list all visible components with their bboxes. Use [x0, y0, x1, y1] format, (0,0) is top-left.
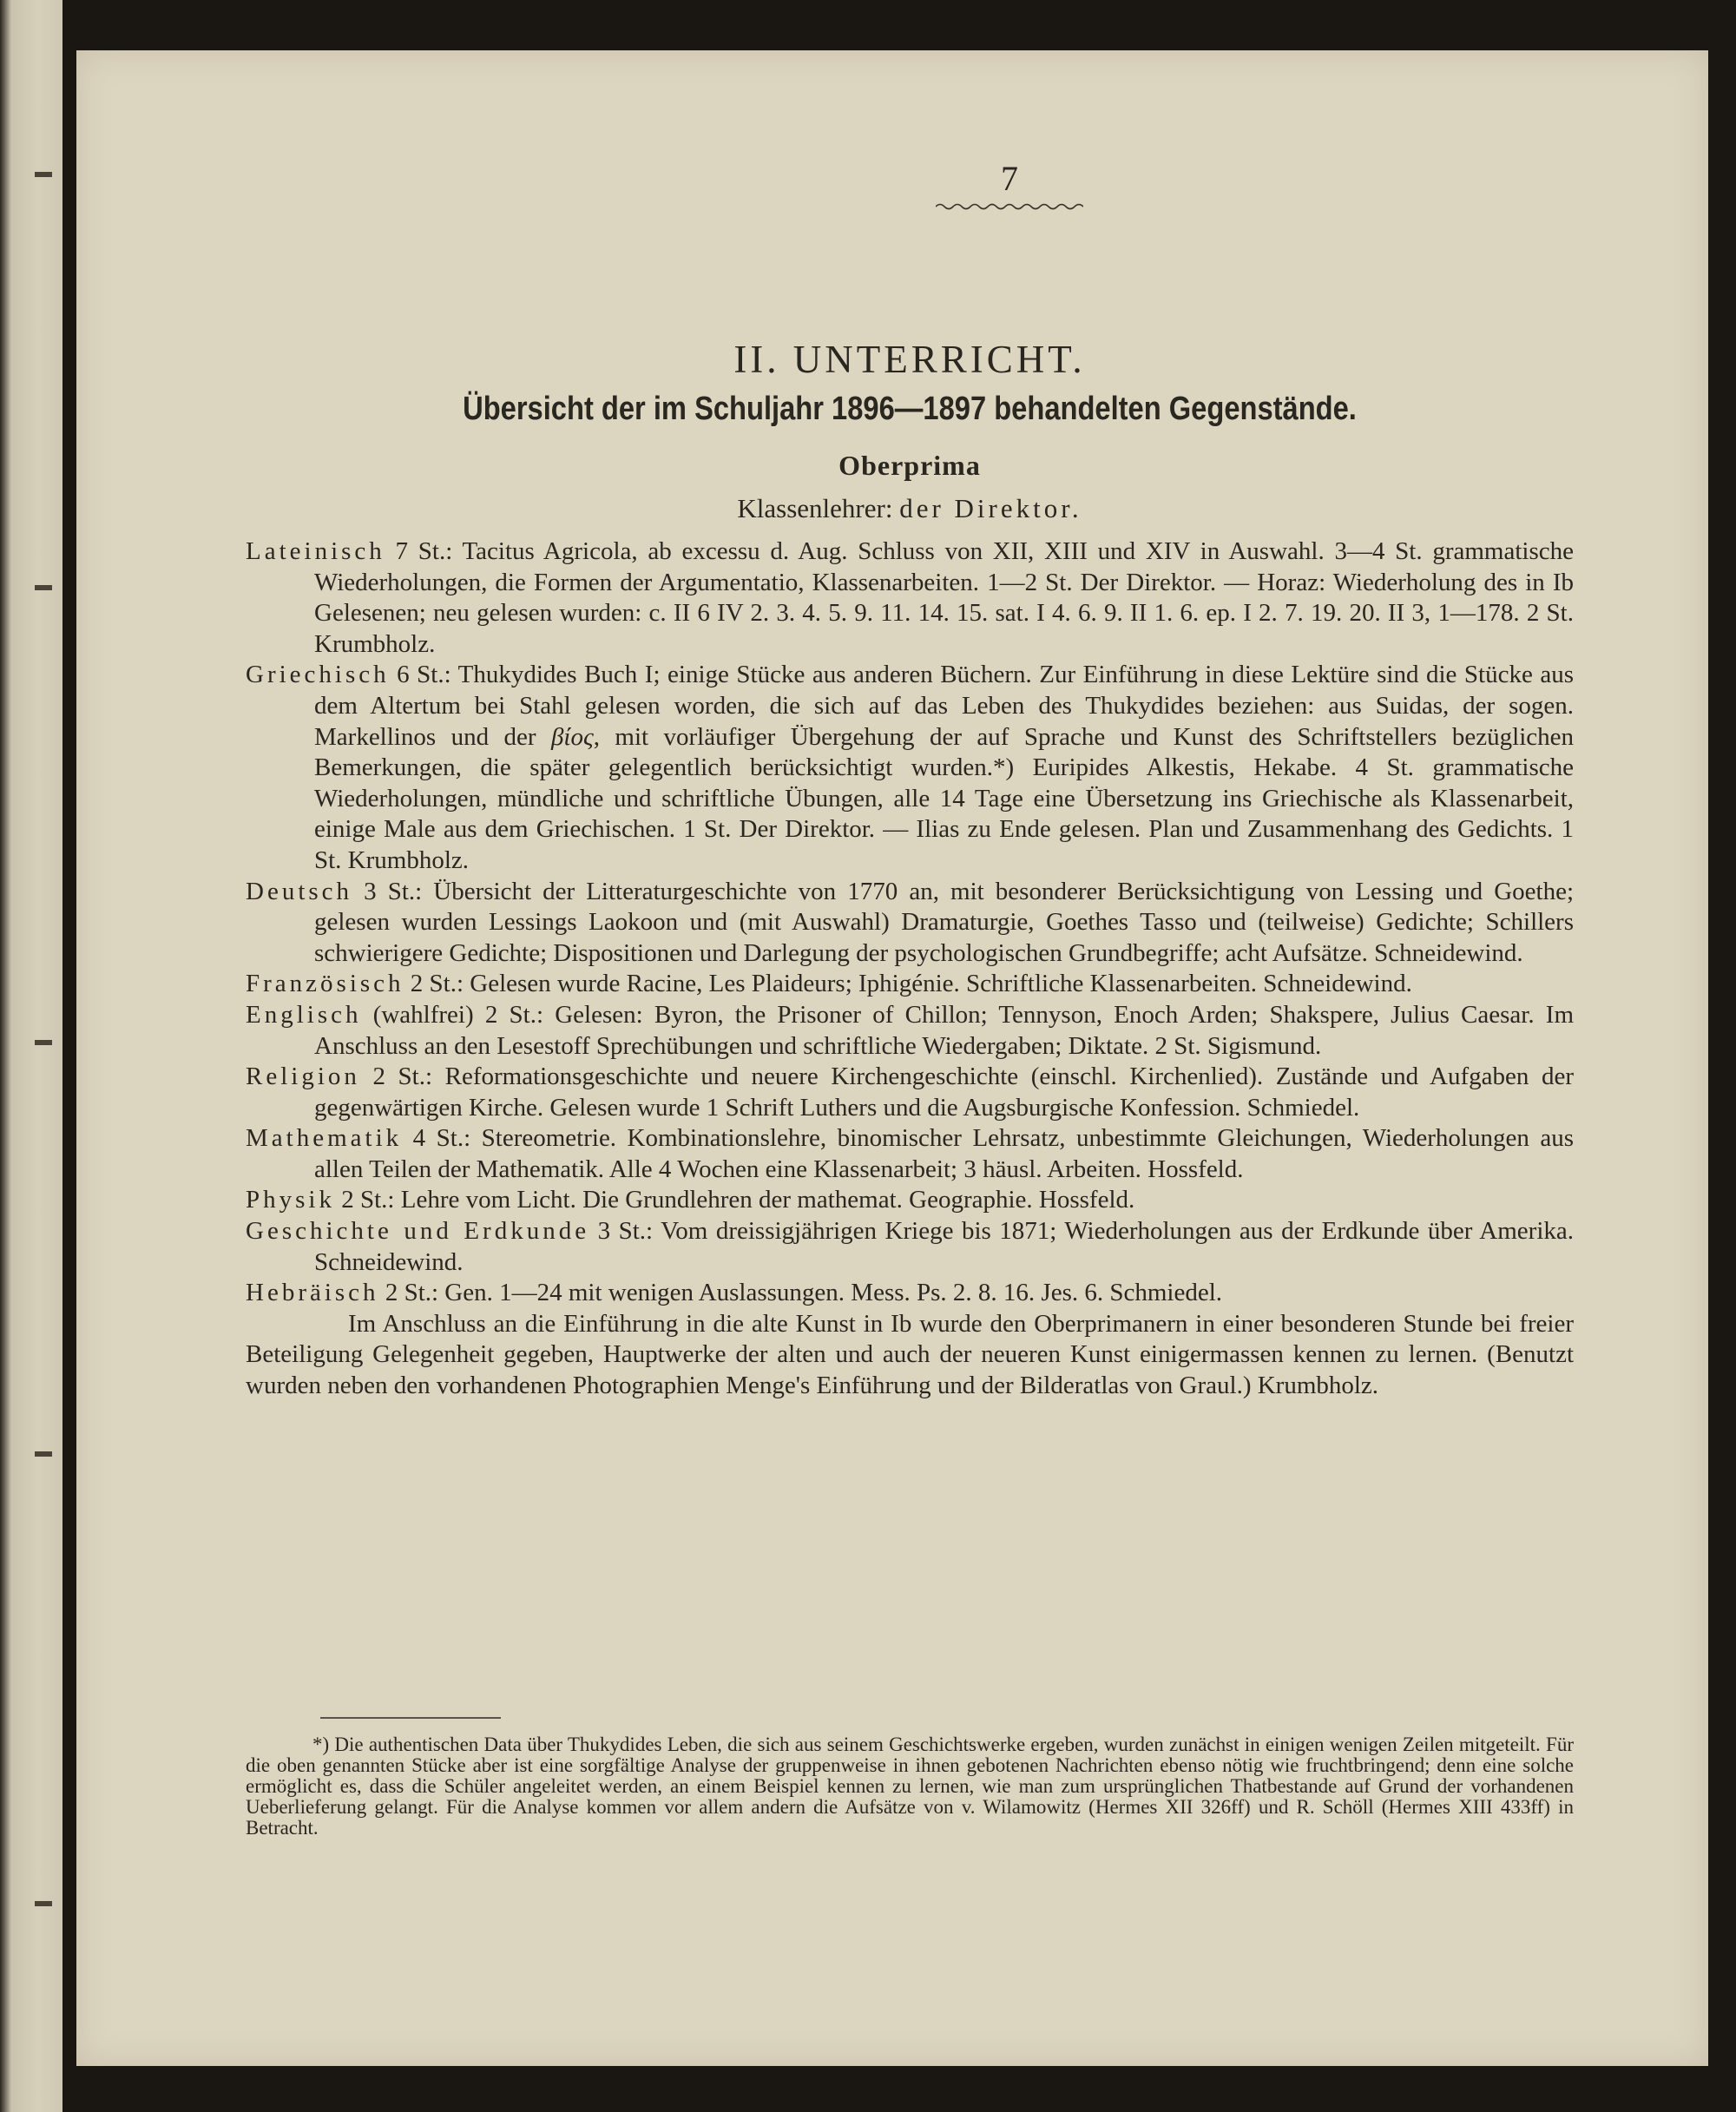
adjacent-page-edge: [0, 0, 62, 2112]
subject-name: Geschichte und Erdkunde: [246, 1217, 590, 1246]
subject-name: Deutsch: [246, 877, 353, 905]
footnote-rule: [320, 1717, 501, 1719]
subject-text-continued: , mit vorläufiger Übergehung der auf Sprache und Kunst des Schriftstellers bezüglichen Bemerkungen, die später gelegentlich berücksichtigt wurden.*) Euripides Alkestis, Hekabe. 4 St. grammatische Wiederholungen, mündliche und schriftliche Übungen, alle 14 Tage eine Übersetzung ins Griechische als Klassenarbeit, einige Male aus dem Griechischen. 1 St. Der Direktor. — Ilias zu Ende gelesen. Plan und Zusammenhang des Gedichts. 1 St. Krumbholz.: [314, 722, 1574, 874]
class-name: Oberprima: [838, 450, 981, 481]
binding-mark: [35, 1040, 52, 1045]
subject-entry: [246, 969, 1574, 1000]
subject-text: 2 St.: Gen. 1—24 mit wenigen Auslassungen. Mess. Ps. 2. 8. 16. Jes. 6. Schmiedel.: [385, 1279, 1223, 1307]
subject-text: (wahlfrei) 2 St.: Gelesen: Byron, the Prisoner of Chillon; Tennyson, Enoch Arden; Shakspere, Julius Caesar. Im Anschluss an den Lesestoff Sprechübungen und schriftliche Wiedergaben; Diktate. 2 St. Sigismund.: [314, 1000, 1575, 1060]
ornament-squiggle: [936, 201, 1083, 212]
subject-name: Griechisch: [246, 661, 390, 689]
subject-text: 6 St.: Thukydides Buch I; einige Stücke aus anderen Büchern. Zur Einführung in diese Lektüre sind die Stücke aus dem Altertum bei Stahl gelesen worden, die sich auf das Leben des Thukydides beziehen: aus Suidas, der sogen. Markellinos und der: [314, 661, 1574, 751]
subject-entry: [246, 536, 1574, 660]
class-teacher-line: [246, 493, 1574, 524]
subject-name: Hebräisch: [246, 1279, 379, 1307]
subject-entry: [246, 1000, 1574, 1062]
subject-name: Physik: [246, 1186, 335, 1214]
class-teacher-name: der Direktor.: [899, 493, 1082, 523]
subject-text: 2 St.: Gelesen wurde Racine, Les Plaideurs; Iphigénie. Schriftliche Klassenarbeiten. Schneidewind.: [410, 970, 1412, 998]
subject-text: 3 St.: Übersicht der Litteraturgeschichte von 1770 an, mit besonderer Berücksichtigung von Lessing und Goethe; gelesen wurden Lessings Laokoon und (mit Auswahl) Dramaturgie, Goethes Tasso und (teilweise) Gedichte; Schillers schwierigere Gedichte; Dispositionen und Darlegung der psychologischen Grundbegriffe; acht Aufsätze. Schneidewind.: [314, 877, 1574, 967]
art-paragraph: Im Anschluss an die Einführung in die alte Kunst in Ib wurde den Oberprimanern in einer besonderen Stunde bei freier Beteiligung Gelegenheit gegeben, Hauptwerke der alten und auch der neueren Kunst einigermassen kennen zu lernen. (Benutzt wurden neben den vorhandenen Photographien Menge's Einführung und der Bilderatlas von Graul.) Krumbholz.: [246, 1309, 1574, 1400]
subject-entry: [246, 877, 1574, 970]
greek-word: βίος: [550, 722, 594, 751]
subject-name: Mathematik: [246, 1124, 403, 1153]
subject-name: Lateinisch: [246, 537, 385, 565]
page-number: [957, 161, 1062, 212]
footnote: [246, 1734, 1574, 1839]
overview-title: Übersicht der im Schuljahr 1896—1897 behandelten Gegenstände.: [463, 391, 1357, 427]
section-title: II. UNTERRICHT.: [733, 338, 1086, 381]
subject-name: Französisch: [246, 970, 404, 998]
document-page: [76, 50, 1708, 2066]
subject-entry: [246, 660, 1574, 876]
subject-entry: [246, 1062, 1574, 1123]
subject-text: 3 St.: Vom dreissigjährigen Kriege bis 1871; Wiederholungen aus der Erdkunde über Amerika. Schneidewind.: [314, 1217, 1575, 1276]
binding-mark: [35, 1451, 52, 1457]
subject-text: 2 St.: Lehre vom Licht. Die Grundlehren der mathemat. Geographie. Hossfeld.: [341, 1186, 1135, 1214]
subject-entry: [246, 1216, 1574, 1278]
subject-entry: [246, 1185, 1574, 1216]
subject-list: [246, 536, 1574, 1402]
binding-mark: [35, 585, 52, 590]
subject-text: 4 St.: Stereometrie. Kombinationslehre, binomischer Lehrsatz, unbestimmte Gleichungen, Wiederholungen aus allen Teilen der Mathematik. Alle 4 Wochen eine Klassenarbeit; 3 häusl. Arbeiten. Hossfeld.: [314, 1124, 1575, 1183]
binding-mark: [35, 172, 52, 177]
binding-mark: [35, 1901, 52, 1906]
subject-name: Englisch: [246, 1000, 362, 1029]
subject-entry: [246, 1278, 1574, 1309]
subject-text: 2 St.: Reformationsgeschichte und neuere Kirchengeschichte (einschl. Kirchenlied). Zustände und Aufgaben der gegenwärtigen Kirche. Gelesen wurde 1 Schrift Luthers und die Augsburgische Konfession. Schmiedel.: [314, 1063, 1574, 1122]
subject-text: 7 St.: Tacitus Agricola, ab excessu d. Aug. Schluss von XII, XIII und XIV in Auswahl. 3—4 St. grammatische Wiederholungen, die Formen der Argumentatio, Klassenarbeiten. 1—2 St. Der Direktor. — Horaz: Wiederholung des in Ib Gelesenen; neu gelesen wurden: c. II 6 IV 2. 3. 4. 5. 9. 11. 14. 15. sat. I 4. 6. 9. II 1. 6. ep. I 2. 7. 19. 20. II 3, 1—178. 2 St. Krumbholz.: [314, 537, 1574, 658]
subject-name: Religion: [246, 1063, 360, 1091]
subject-entry: [246, 1123, 1574, 1185]
footnote-text: *) Die authentischen Data über Thukydides Leben, die sich aus seinem Geschichtswerke ergeben, wurden zunächst in einigen wenigen Zeilen mitgeteilt. Für die oben genannten Stücke aber ist eine sorgfältige Analyse der gruppenweise in ihnen gebotenen Nachrichten ebenso nötig wie fruchtbringend; denn eine solche ermöglicht es, dass die Schüler angeleitet werden, an einem Beispiel kennen zu lernen, wie man zum ursprünglichen Thatbestande auf Grund der vorhandenen Ueberlieferung gelangt. Für die Analyse kommen vor allem andern die Aufsätze von v. Wilamowitz (Hermes XII 326ff) und R. Schöll (Hermes XIII 433ff) in Betracht.: [246, 1734, 1574, 1839]
class-teacher-label: Klassenlehrer:: [737, 493, 893, 523]
page-number-text: 7: [1001, 159, 1018, 198]
